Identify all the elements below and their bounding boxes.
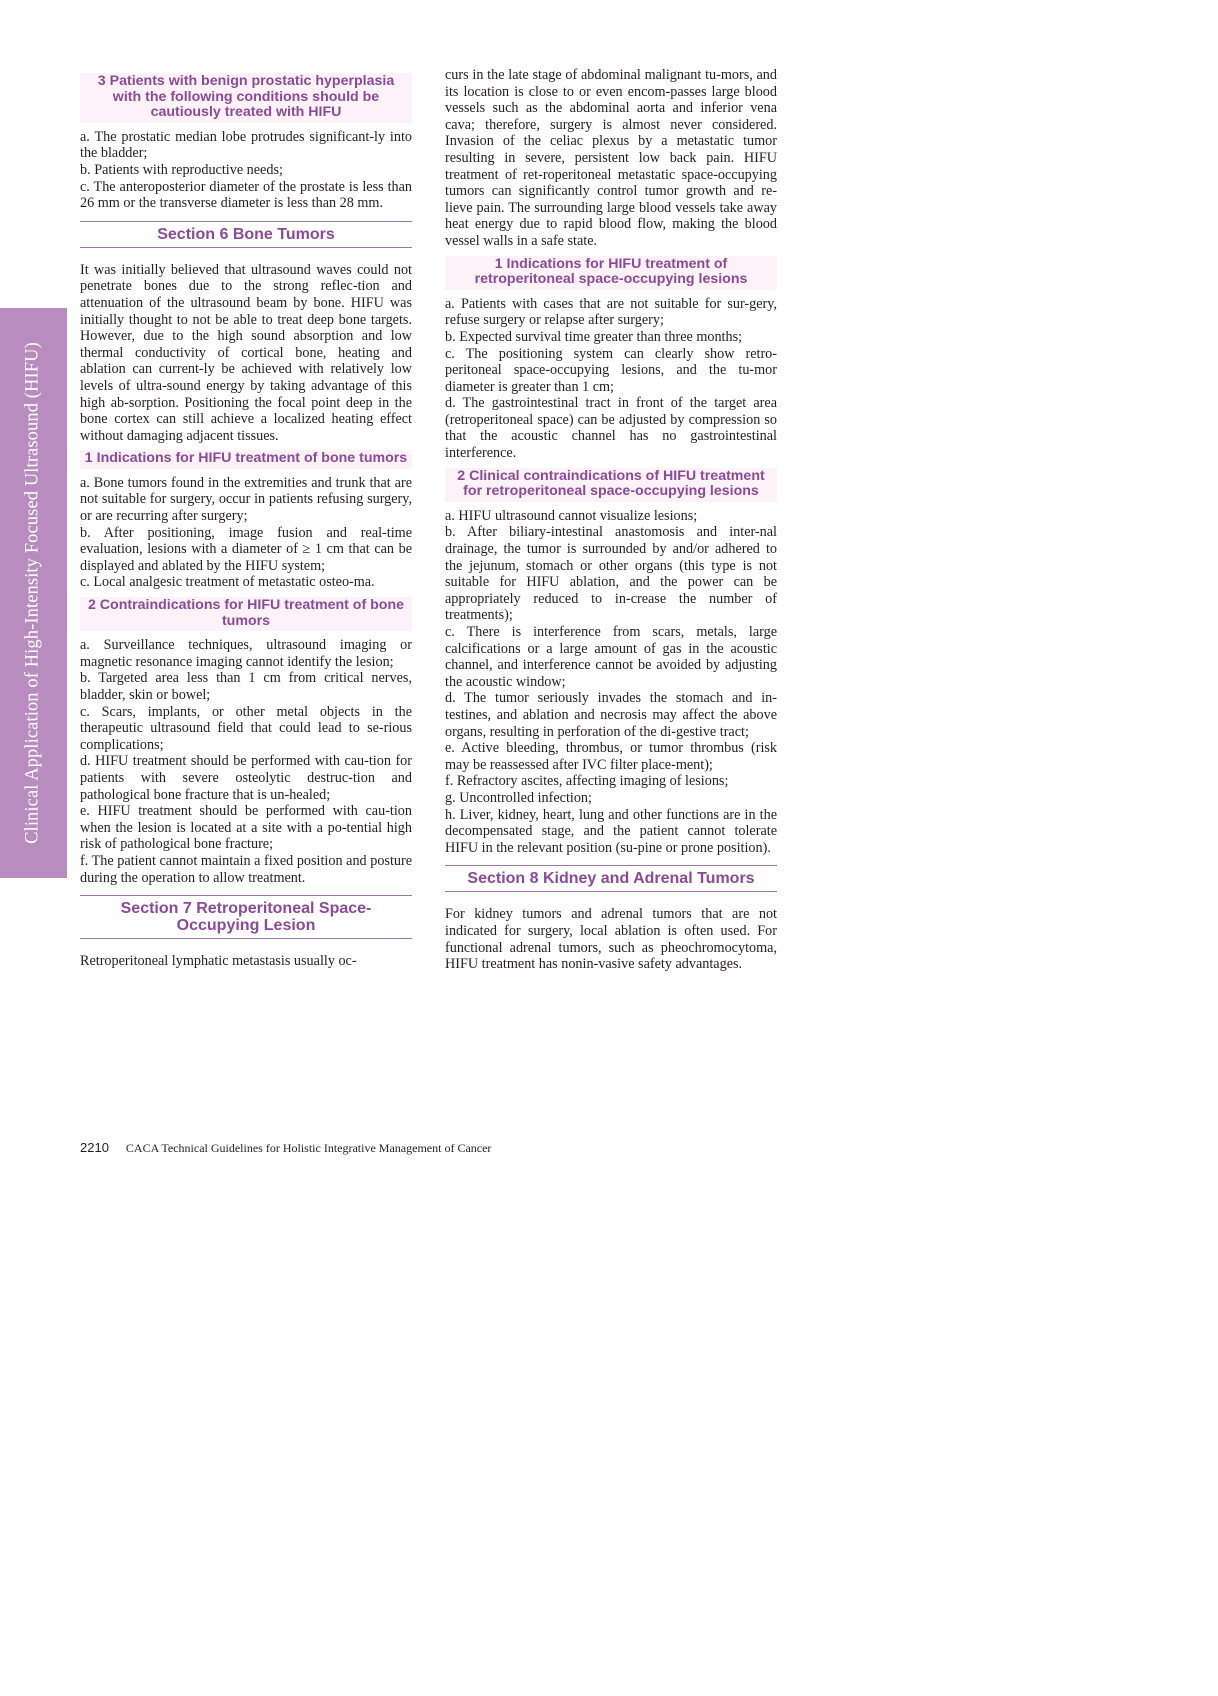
subheading-retro-indications: 1 Indications for HIFU treatment of retroperitoneal space-occupying lesions [445,256,777,290]
list-item: f. The patient cannot maintain a fixed position and posture during the operation to allow treatment. [80,852,412,886]
list-item: a. Surveillance techniques, ultrasound imaging or magnetic resonance imaging cannot identify the lesion; [80,637,412,670]
subheading-bph-caution: 3 Patients with benign prostatic hyperplasia with the following conditions should be cautiously treated with HIFU [80,73,412,123]
running-title: CACA Technical Guidelines for Holistic Integrative Management of Cancer [125,1141,492,1155]
section-heading-bone-tumors: Section 6 Bone Tumors [80,221,412,248]
list-item: b. After biliary-intestinal anastomosis and inter-nal drainage, the tumor is surrounded by and/or adhered to the jejunum, stomach or other organs (this type is not suitable for HIFU ablation, and the power can be appropriately reduced to in-crease the number of treatments); [445,524,777,624]
list-item: e. Active bleeding, thrombus, or tumor thrombus (risk may be reassessed after IVC filter place-ment); [445,740,777,773]
side-tab-title: Clinical Application of High-Intensity Focused Ultrasound (HIFU) [22,342,43,844]
list-item: d. HIFU treatment should be performed with cau-tion for patients with severe osteolytic destruc-tion and pathological bone fracture that is un-healed; [80,753,412,803]
list-item: d. The gastrointestinal tract in front of the target area (retroperitoneal space) can be adjusted by compression so that the acoustic channel has no gastrointestinal interference. [445,395,777,462]
list-item: d. The tumor seriously invades the stomach and in-testines, and ablation and necrosis may affect the above organs, resulting in perforation of the di-gestive tract; [445,690,777,740]
list-item: a. Patients with cases that are not suitable for sur-gery, refuse surgery or relapse after surgery; [445,295,777,329]
right-column [445,67,777,973]
list-item: c. Scars, implants, or other metal objects in the therapeutic ultrasound field that could lead to se-rious complications; [80,703,412,753]
list-item: b. Targeted area less than 1 cm from critical nerves, bladder, skin or bowel; [80,670,412,703]
list-item: c. There is interference from scars, metals, large calcifications or a large amount of gas in the acoustic channel, and interference cannot be avoided by adjusting the acoustic window; [445,624,777,690]
list-item: a. Bone tumors found in the extremities and trunk that are not suitable for surgery, occur in patients refusing surgery, or are recurring after surgery; [80,474,412,525]
subheading-retro-contraindications: 2 Clinical contraindications of HIFU treatment for retroperitoneal space-occupying lesions [445,468,777,502]
list-item: e. HIFU treatment should be performed with cau-tion when the lesion is located at a site with a po-tential high risk of pathological bone fracture; [80,803,412,853]
list-item: c. The anteroposterior diameter of the prostate is less than 26 mm or the transverse diameter is less than 28 mm. [80,178,412,212]
paragraph: curs in the late stage of abdominal malignant tu-mors, and its location is close to or even encom-passes large blood vessels such as the abdominal aorta and inferior vena cava; therefore, surgery is almost never considered. Invasion of the celiac plexus by a metastatic tumor resulting in severe, persistent low back pain. HIFU treatment of ret-roperitoneal metastatic space-occupying tumors can significantly control tumor growth and re-lieve pain. The surrounding large blood vessels take away heat energy due to rapid blood flow, making the blood vessel walls in a safe state. [445,67,777,249]
list-item: h. Liver, kidney, heart, lung and other functions are in the decompensated stage, and the patient cannot tolerate HIFU in the relevant position (su-pine or prone position). [445,806,777,856]
paragraph: It was initially believed that ultrasound waves could not penetrate bones due to the strong reflec-tion and attenuation of the ultrasound beam by bone. HIFU was initially thought to not be able to treat deep bone targets. However, due to the high sound absorption and low thermal conductivity of cortical bone, heating and ablation can current-ly be achieved with relatively low levels of ultra-sound energy by taking advantage of this high ab-sorption. Positioning the focal point deep in the bone cortex can still achieve a localized heating effect without damaging adjacent tissues. [80,261,412,444]
page-number: 2210 [80,1140,109,1155]
list-item: b. Expected survival time greater than three months; [445,328,743,345]
list-item: f. Refractory ascites, affecting imaging of lesions; [445,773,729,790]
list-item: a. HIFU ultrasound cannot visualize lesions; [445,507,698,524]
subheading-bone-indications: 1 Indications for HIFU treatment of bone tumors [80,450,412,469]
list-item: b. After positioning, image fusion and real-time evaluation, lesions with a diameter of ≥ 1 cm that can be displayed and ablated by the HIFU system; [80,524,412,574]
list-item: c. Local analgesic treatment of metastatic osteo-ma. [80,574,375,591]
list-item: b. Patients with reproductive needs; [80,161,283,178]
list-item: a. The prostatic median lobe protrudes significant-ly into the bladder; [80,128,412,162]
page-footer [80,1140,491,1156]
left-column [80,67,412,970]
paragraph: For kidney tumors and adrenal tumors that are not indicated for surgery, local ablation is often used. For functional adrenal tumors, such as pheochromocytoma, HIFU treatment has nonin-vasive safety advantages. [445,906,777,973]
paragraph: Retroperitoneal lymphatic metastasis usually oc- [80,953,357,970]
subheading-bone-contraindications: 2 Contraindications for HIFU treatment of bone tumors [80,597,412,631]
section-heading-retroperitoneal: Section 7 Retroperitoneal Space-Occupying Lesion [80,895,412,939]
section-heading-kidney-adrenal: Section 8 Kidney and Adrenal Tumors [445,865,777,892]
list-item: g. Uncontrolled infection; [445,789,592,806]
list-item: c. The positioning system can clearly show retro-peritoneal space-occupying lesions, and the tu-mor diameter is greater than 1 cm; [445,345,777,395]
